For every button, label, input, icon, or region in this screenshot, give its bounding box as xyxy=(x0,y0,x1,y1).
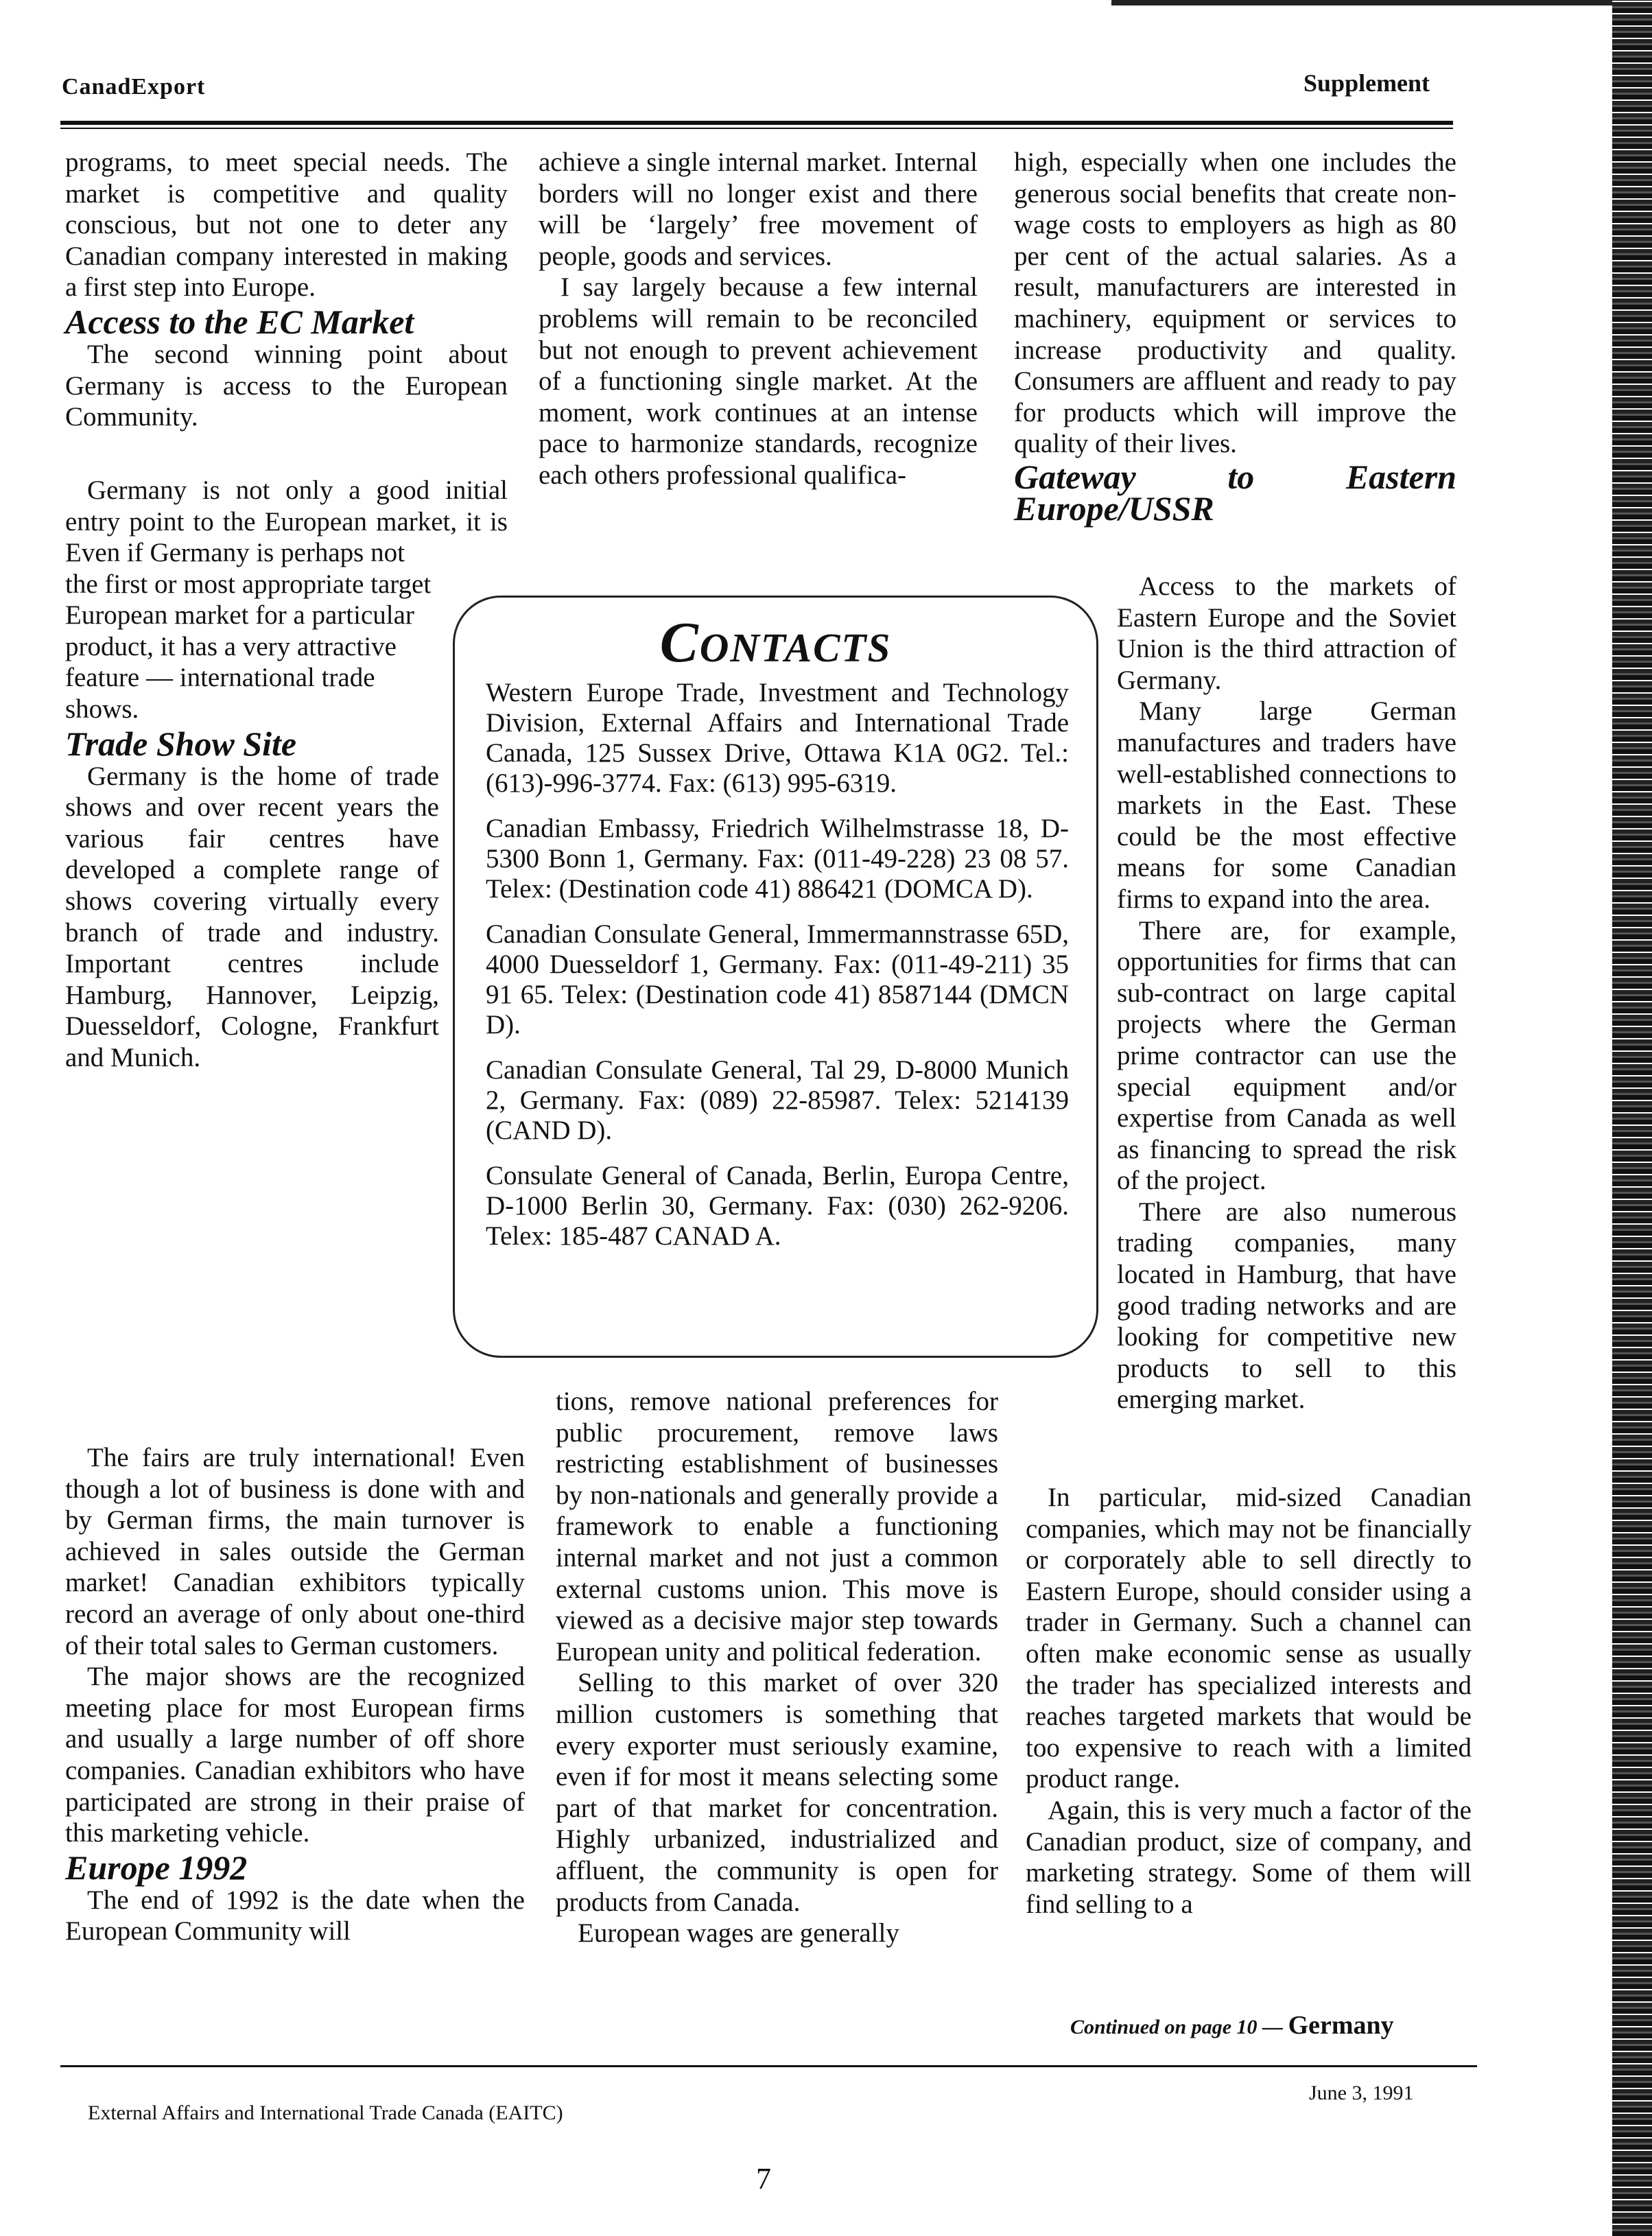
contact-entry: Canadian Consulate General, Immermannstrasse 65D, 4000 Duesseldorf 1, Germany. Fax: (011-49-211) 35 91 65. Telex: (Destination code 41) 8587144 (DMCN D). xyxy=(486,919,1069,1039)
publication-name: CanadExport xyxy=(62,74,206,99)
continued-topic: Germany xyxy=(1288,2011,1394,2040)
paragraph: Again, this is very much a factor of the Canadian product, size of company, and marketing strategy. Some of them will find selling to a xyxy=(1026,1795,1472,1919)
subheading-gateway: Gateway to Eastern Europe/USSR xyxy=(1014,457,1456,528)
header-rule-thin xyxy=(60,128,1453,129)
paragraph: European wages are generally xyxy=(578,1918,899,1949)
paragraph: Access to the markets of Eastern Europe and the Soviet Union is the third attraction of Germany. xyxy=(1117,572,1456,695)
scan-right-edge xyxy=(1612,0,1652,2236)
paragraph: In particular, mid-sized Canadian companies, which may not be financially or corporately able to sell directly to Eastern Europe, should consider using a trader in Germany. Such a channel can often make economic sense as usually the trader has specialized interests and reaches targeted markets that would be too expensive to reach with a limited product range. xyxy=(1026,1483,1472,1794)
paragraph: I say largely because a few internal problems will remain to be reconciled but not enough to prevent achievement of a functioning single market. At the moment, work continues at an intense pace to harmonize standards, recognize each others professional qualifica- xyxy=(539,272,978,490)
paragraph: Even if Germany is perhaps not the first or most appropriate target European market for a particular product, it has a very attractive feature — international trade shows. xyxy=(65,538,432,724)
paragraph: Germany is the home of trade shows and over recent years the various fair centres have developed a complete range of shows covering virtually every branch of trade and industry. Important centres include Hamburg, Hannover, Leipzig, Duesseldorf, Cologne, Frankfurt and Munich. xyxy=(65,761,439,1072)
subheading-access: Access to the EC Market xyxy=(65,302,414,341)
paragraph: There are also numerous trading companies, many located in Hamburg, that have good trading networks and are looking for competitive new products to sell to this emerging market. xyxy=(1117,1197,1456,1415)
contact-entry: Canadian Consulate General, Tal 29, D-8000 Munich 2, Germany. Fax: (089) 22-85987. Telex: 5214139 (CAND D). xyxy=(486,1055,1069,1145)
continued-note xyxy=(1070,2010,1394,2040)
continued-label: Continued on page 10 — xyxy=(1070,2016,1284,2038)
subheading-trade-show: Trade Show Site xyxy=(65,724,297,763)
paragraph: Germany is not only a good initial entry point to the European market, it is xyxy=(65,475,508,537)
contact-entry: Consulate General of Canada, Berlin, Europa Centre, D-1000 Berlin 30, Germany. Fax: (030) 262-9206. Telex: 185-487 CANAD A. xyxy=(486,1161,1069,1251)
paragraph: There are, for example, opportunities for firms that can sub-contract on large capital projects where the German prime contractor can use the special equipment and/or expertise from Canada as well as financing to spread the risk of the project. xyxy=(1117,915,1456,1196)
paragraph: Many large German manufactures and traders have well-established connections to markets in the East. These could be the most effective means for some Canadian firms to expand into the area. xyxy=(1117,696,1456,914)
column-1-narrow xyxy=(65,537,439,1074)
paragraph: programs, to meet special needs. The market is competitive and quality conscious, but not one to deter any Canadian company interested in making a first step into Europe. xyxy=(65,148,508,303)
paragraph: The end of 1992 is the date when the European Community will xyxy=(65,1885,525,1946)
footer-rule xyxy=(60,2065,1477,2067)
contact-entry: Canadian Embassy, Friedrich Wilhelmstrasse 18, D-5300 Bonn 1, Germany. Fax: (011-49-228) 23 08 57. Telex: (Destination code 41) 886421 (DOMCA D). xyxy=(486,814,1069,904)
contact-entry: Western Europe Trade, Investment and Technology Division, External Affairs and International Trade Canada, 125 Sussex Drive, Ottawa K1A 0G2. Tel.: (613)-996-3774. Fax: (613) 995-6319. xyxy=(486,678,1069,798)
column-2-lower xyxy=(556,1386,998,1949)
column-1-lower xyxy=(65,1442,525,1947)
paragraph: achieve a single internal market. Internal borders will no longer exist and there will be ‘largely’ free movement of people, goods and services. xyxy=(539,148,978,271)
column-1-lead xyxy=(65,475,508,537)
subheading-europe-1992: Europe 1992 xyxy=(65,1848,248,1887)
contacts-title: Contacts xyxy=(659,611,892,674)
footer-publisher: External Affairs and International Trade Canada (EAITC) xyxy=(88,2102,563,2124)
column-1-upper xyxy=(65,147,508,433)
paragraph: tions, remove national preferences for public procurement, remove laws restricting establishment of businesses by non-nationals and generally provide a framework to enable a functioning internal market and not just a common external customs union. This move is viewed as a decisive major step towards European unity and political federation. xyxy=(556,1387,998,1667)
paragraph: The fairs are truly international! Even though a lot of business is done with and by German firms, the main turnover is achieved in sales outside the German market! Canadian exhibitors typically record an average of only about one-third of their total sales to German customers. xyxy=(65,1443,525,1660)
page-number: 7 xyxy=(756,2162,771,2196)
paragraph: The second winning point about Germany is access to the European Community. xyxy=(65,339,508,432)
header-rule xyxy=(60,121,1453,125)
column-3-lower xyxy=(1026,1482,1472,1920)
column-3-narrow xyxy=(1117,571,1456,1415)
section-label: Supplement xyxy=(1303,69,1430,97)
paragraph: high, especially when one includes the generous social benefits that create non-wage costs to employers as high as 80 per cent of the actual salaries. As a result, manufacturers are interested in machinery, equipment or services to increase productivity and quality. Consumers are affluent and ready to pay for products which will improve the quality of their lives. xyxy=(1014,148,1456,459)
scan-top-edge xyxy=(1111,0,1652,5)
column-2-upper xyxy=(539,147,978,491)
footer-date: June 3, 1991 xyxy=(1309,2082,1414,2104)
paragraph: Selling to this market of over 320 million customers is something that every exporter must seriously examine, even if for most it means selecting some part of that market for concentration. Highly urbanized, industrialized and affluent, the community is open for products from Canada. xyxy=(556,1668,998,1917)
column-3-upper xyxy=(1014,147,1456,528)
paragraph: The major shows are the recognized meeting place for most European firms and usually a large number of off shore companies. Canadian exhibitors who have participated are strong in their praise of this marketing vehicle. xyxy=(65,1662,525,1848)
contacts-list xyxy=(486,678,1069,1267)
